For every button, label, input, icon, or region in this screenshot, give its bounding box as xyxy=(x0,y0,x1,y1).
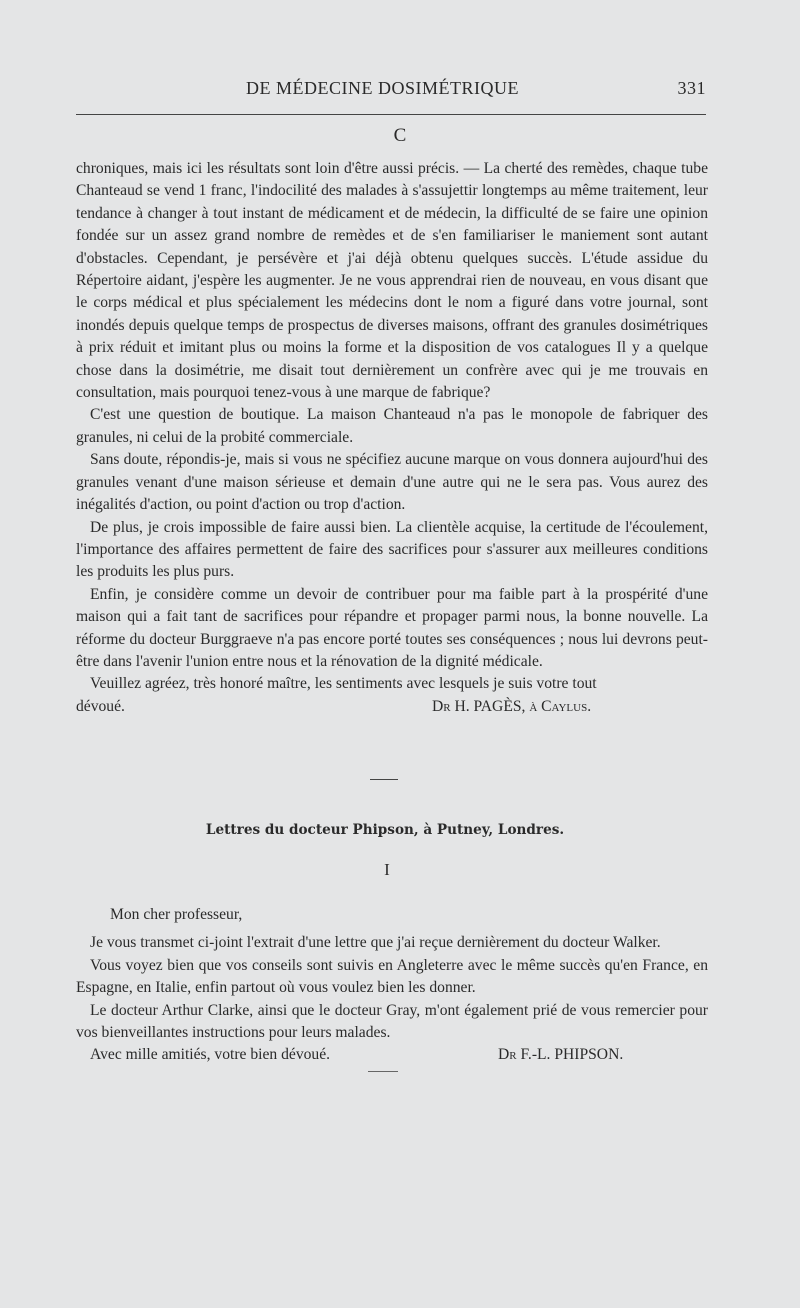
section-divider xyxy=(368,1071,398,1072)
page-number: 331 xyxy=(677,78,706,98)
paragraph: Le docteur Arthur Clarke, ainsi que le docteur Gray, m'ont également prié de vous remercier pour vos bienveillantes instructions pour leurs malades. xyxy=(76,1001,708,1042)
letters-heading: Lettres du docteur Phipson, à Putney, Londres. xyxy=(205,822,565,838)
header-rule xyxy=(76,114,706,115)
closing: Avec mille amitiés, votre bien dévoué. xyxy=(90,1046,331,1064)
running-title: DE MÉDECINE DOSIMÉTRIQUE xyxy=(246,78,519,98)
section-divider xyxy=(370,779,398,780)
section-letter: C xyxy=(393,125,407,146)
paragraph: Sans doute, répondis-je, mais si vous ne spécifiez aucune marque on vous donnera aujourd'hui des granules venant d'une maison sérieuse et demain d'une autre qui ne le sera pas. Vous aurez des inégalités d'action, ou point d'action ou trop d'action. xyxy=(76,451,708,514)
paragraph: C'est une question de boutique. La maison Chanteaud n'a pas le monopole de fabriquer des granules, ni celui de la probité commerciale. xyxy=(76,406,708,446)
paragraph: Je vous transmet ci-joint l'extrait d'une lettre que j'ai reçue dernièrement du docteur Walker. xyxy=(90,934,661,952)
closing-word: dévoué. xyxy=(76,697,125,715)
roman-numeral: I xyxy=(384,860,390,879)
paragraph: De plus, je crois impossible de faire aussi bien. La clientèle acquise, la certitude de l'écoulement, l'importance des affaires permettent de faire des sacrifices pour s'assurer aux meilleures conditions les produits les plus purs. xyxy=(76,518,708,581)
paragraph: chroniques, mais ici les résultats sont loin d'être aussi précis. — La cherté des remèdes, chaque tube Chanteaud se vend 1 franc, l'indocilité des malades à s'assujettir longtemps au même traitement, leur tendance à changer à tout instant de médicament et de médecin, la difficulté de se faire une opinion fondée sur un assez grand nombre de remèdes et de s'en familiariser le maniement sont autant d'obstacles. Cependant, je persévère et j'ai déjà obtenu quelques succès. L'étude assidue du Répertoire aidant, j'espère les augmenter. Je ne vous apprendrai rien de nouveau, en vous disant que le corps médical et plus spécialement les médecins dont le nom a figuré dans votre journal, sont inondés depuis quelque temps de prospectus de diverses maisons, offrant des granules dosimétriques à prix réduit et imitant plus ou moins la forme et la disposition de vos catalogues Il y a quelque chose dans la dosimétrie, me disait tout dernièrement un confrère avec qui je me trouvais en consultation, mais pourquoi tenez-vous à une marque de fabrique? xyxy=(76,160,708,402)
signature: Dr H. PAGÈS, à Caylus. xyxy=(432,697,592,715)
letter-c-body xyxy=(76,158,708,718)
paragraph: Veuillez agréez, très honoré maître, les sentiments avec lesquels je suis votre tout xyxy=(90,675,597,693)
signature: Dr F.-L. PHIPSON. xyxy=(498,1046,624,1064)
paragraph: Enfin, je considère comme un devoir de contribuer pour ma faible part à la prospérité d'une maison qui a fait tant de sacrifices pour répandre et propager parmi nous, la bonne nouvelle. La réforme du docteur Burggraeve n'a pas encore porté toutes ses conséquences ; nous lui devrons peut-être dans l'avenir l'union entre nous et la rénovation de la dignité médicale. xyxy=(76,585,708,670)
signature-line xyxy=(76,1044,708,1066)
salutation: Mon cher professeur, xyxy=(110,906,243,923)
paragraph: Vous voyez bien que vos conseils sont suivis en Angleterre avec le même succès qu'en France, en Espagne, en Italie, enfin partout où vous voulez bien les donner. xyxy=(76,956,708,997)
letter-i-body xyxy=(76,904,708,1067)
signature-line xyxy=(76,696,708,718)
